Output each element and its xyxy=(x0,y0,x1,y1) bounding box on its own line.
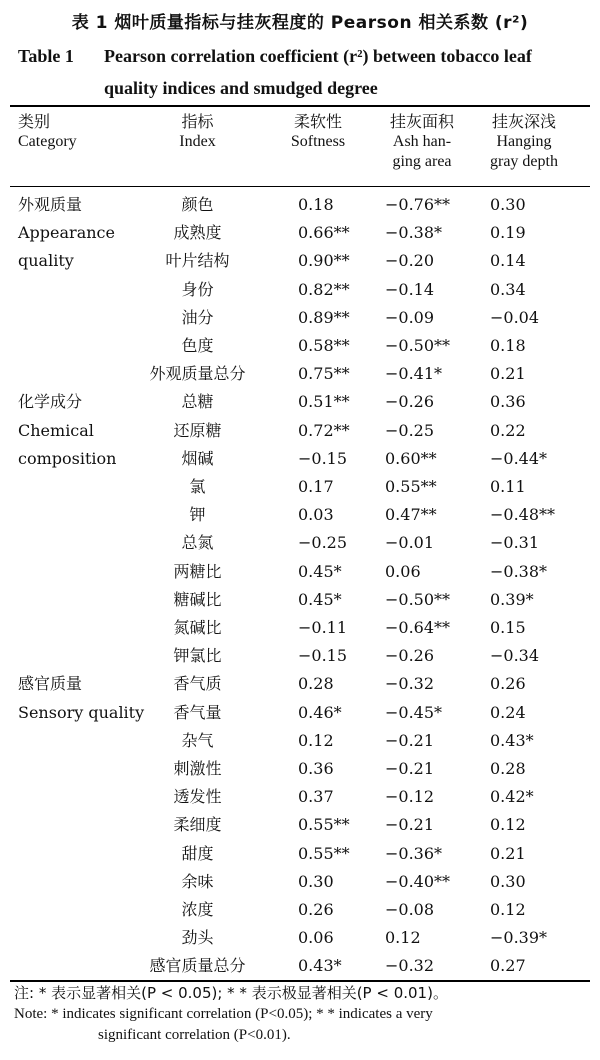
table-row xyxy=(0,445,600,473)
note-cn-text: 注: * 表示显著相关(P < 0.05); * * 表示极显著相关(P < 0.01)。 xyxy=(14,984,448,1002)
ash-area-cell: −0.50** xyxy=(385,336,451,355)
softness-cell: 0.66** xyxy=(298,223,350,243)
ash-area-cell: −0.25 xyxy=(385,420,435,440)
ash-area-cell: −0.21 xyxy=(385,815,435,835)
header-ash-area-cn: 挂灰面积 xyxy=(389,112,454,131)
ash-area-cell: −0.32 xyxy=(385,674,435,694)
index-cell: 感官质量总分 xyxy=(149,956,246,976)
table-row xyxy=(0,727,600,755)
softness-cell: −0.11 xyxy=(298,618,348,637)
header-ash-area xyxy=(372,112,472,172)
softness-cell: 0.36 xyxy=(298,759,334,778)
header-category-en: Category xyxy=(18,133,77,150)
table-row xyxy=(0,558,600,586)
table-row xyxy=(0,501,600,529)
softness-cell: 0.12 xyxy=(298,730,334,750)
index-cell: 刺激性 xyxy=(173,759,222,778)
index-cell: 还原糖 xyxy=(173,420,222,440)
ash-area-cell: 0.60** xyxy=(385,448,437,468)
index-cell: 透发性 xyxy=(173,787,222,807)
caption-line-2: quality indices and smudged degree xyxy=(104,78,378,98)
ash-area-cell: −0.36* xyxy=(385,843,443,863)
ash-area-cell: 0.06 xyxy=(385,561,421,581)
index-cell: 柔细度 xyxy=(173,815,222,835)
table-row xyxy=(0,417,600,445)
softness-cell: 0.28 xyxy=(298,674,334,694)
header-index xyxy=(160,112,235,152)
index-cell: 总氮 xyxy=(181,533,214,553)
header-softness-cn: 柔软性 xyxy=(293,112,342,131)
gray-depth-cell: 0.14 xyxy=(490,251,526,271)
ash-area-cell: 0.55** xyxy=(385,477,437,496)
index-cell: 钾氯比 xyxy=(173,646,222,666)
ash-area-cell: −0.01 xyxy=(385,533,435,553)
gray-depth-cell: −0.44* xyxy=(490,448,548,468)
index-cell: 浓度 xyxy=(181,900,214,919)
category-cell: 外观质量 xyxy=(18,195,83,214)
ash-area-cell: −0.09 xyxy=(385,307,435,327)
bottom-rule xyxy=(10,980,590,982)
table-row xyxy=(0,840,600,868)
gray-depth-cell: 0.42* xyxy=(490,787,534,807)
category-cell: quality xyxy=(18,251,74,271)
gray-depth-cell: 0.15 xyxy=(490,618,526,637)
gray-depth-cell: −0.34 xyxy=(490,646,540,666)
ash-area-cell: −0.38* xyxy=(385,223,443,243)
gray-depth-cell: 0.12 xyxy=(490,815,526,835)
gray-depth-cell: −0.38* xyxy=(490,561,548,581)
table-row xyxy=(0,755,600,783)
index-cell: 香气量 xyxy=(173,702,222,722)
header-ash-area-en2: ging area xyxy=(392,153,452,170)
caption-line-1: Pearson correlation coefficient (r²) between tobacco leaf xyxy=(104,46,532,66)
ash-area-cell: −0.21 xyxy=(385,730,435,750)
softness-cell: 0.55** xyxy=(298,843,350,863)
gray-depth-cell: 0.34 xyxy=(490,279,526,299)
table-row xyxy=(0,868,600,896)
index-cell: 杂气 xyxy=(181,730,214,750)
category-cell: Appearance xyxy=(18,223,115,243)
gray-depth-cell: −0.04 xyxy=(490,307,540,327)
header-category-cn: 类别 xyxy=(18,112,51,131)
table-row xyxy=(0,586,600,614)
index-cell: 颜色 xyxy=(181,195,214,214)
gray-depth-cell: 0.30 xyxy=(490,871,526,891)
index-cell: 香气质 xyxy=(173,674,222,694)
header-gray-depth-en1: Hanging xyxy=(496,133,552,150)
header-gray-depth-cn: 挂灰深浅 xyxy=(491,112,556,131)
header-index-cn: 指标 xyxy=(181,112,214,131)
gray-depth-cell: 0.19 xyxy=(490,223,526,243)
index-cell: 叶片结构 xyxy=(165,251,230,271)
softness-cell: 0.46* xyxy=(298,702,342,722)
header-category xyxy=(18,112,77,152)
softness-cell: 0.89** xyxy=(298,307,350,327)
ash-area-cell: −0.76** xyxy=(385,195,451,214)
table-row xyxy=(0,811,600,839)
note-en-line-2: significant correlation (P<0.01). xyxy=(98,1027,291,1043)
category-cell: Sensory quality xyxy=(18,702,145,722)
softness-cell: 0.90** xyxy=(298,251,350,271)
gray-depth-cell: 0.30 xyxy=(490,195,526,214)
softness-cell: −0.15 xyxy=(298,448,348,468)
table-row xyxy=(0,332,600,360)
softness-cell: 0.45* xyxy=(298,589,342,609)
ash-area-cell: −0.26 xyxy=(385,392,435,412)
table-row xyxy=(0,670,600,698)
gray-depth-cell: 0.28 xyxy=(490,759,526,778)
table-row xyxy=(0,529,600,557)
table-row xyxy=(0,783,600,811)
gray-depth-cell: 0.24 xyxy=(490,702,526,722)
ash-area-cell: 0.12 xyxy=(385,928,421,948)
softness-cell: 0.03 xyxy=(298,505,334,525)
table-row xyxy=(0,896,600,924)
softness-cell: 0.06 xyxy=(298,928,334,948)
header-gray-depth xyxy=(474,112,574,172)
gray-depth-cell: 0.12 xyxy=(490,900,526,919)
ash-area-cell: 0.47** xyxy=(385,505,437,525)
index-cell: 身份 xyxy=(181,279,214,299)
softness-cell: 0.72** xyxy=(298,420,350,440)
table-caption-chinese: 表 1 烟叶质量指标与挂灰程度的 Pearson 相关系数 (r²) xyxy=(71,13,529,33)
softness-cell: 0.82** xyxy=(298,279,350,299)
index-cell: 油分 xyxy=(181,307,214,327)
ash-area-cell: −0.64** xyxy=(385,618,451,637)
index-cell: 氯 xyxy=(189,477,206,496)
index-cell: 总糖 xyxy=(181,392,214,412)
ash-area-cell: −0.20 xyxy=(385,251,435,271)
gray-depth-cell: −0.39* xyxy=(490,928,548,948)
gray-depth-cell: 0.26 xyxy=(490,674,526,694)
table-row xyxy=(0,642,600,670)
softness-cell: −0.25 xyxy=(298,533,348,553)
softness-cell: 0.75** xyxy=(298,364,350,384)
table-row xyxy=(0,219,600,247)
softness-cell: 0.45* xyxy=(298,561,342,581)
table-row xyxy=(0,473,600,501)
category-cell: 化学成分 xyxy=(18,392,83,412)
softness-cell: 0.30 xyxy=(298,871,334,891)
ash-area-cell: −0.40** xyxy=(385,871,451,891)
ash-area-cell: −0.12 xyxy=(385,787,435,807)
table-row xyxy=(0,191,600,219)
category-cell: composition xyxy=(18,448,117,468)
table-row xyxy=(0,614,600,642)
category-cell: Chemical xyxy=(18,420,94,440)
softness-cell: 0.17 xyxy=(298,477,334,496)
index-cell: 氮碱比 xyxy=(173,618,222,637)
ash-area-cell: −0.41* xyxy=(385,364,443,384)
index-cell: 劲头 xyxy=(181,928,214,948)
note-chinese xyxy=(14,983,590,1005)
softness-cell: 0.51** xyxy=(298,392,350,412)
table-row xyxy=(0,924,600,952)
index-cell: 成熟度 xyxy=(173,223,222,243)
ash-area-cell: −0.45* xyxy=(385,702,443,722)
header-rule xyxy=(10,186,590,187)
softness-cell: 0.26 xyxy=(298,900,334,919)
softness-cell: 0.37 xyxy=(298,787,334,807)
table-label: Table 1 xyxy=(18,46,74,66)
gray-depth-cell: 0.11 xyxy=(490,477,526,496)
softness-cell: −0.15 xyxy=(298,646,348,666)
ash-area-cell: −0.08 xyxy=(385,900,435,919)
header-index-en: Index xyxy=(179,133,216,150)
softness-cell: 0.58** xyxy=(298,336,350,355)
table-row xyxy=(0,247,600,275)
table-row xyxy=(0,304,600,332)
softness-cell: 0.18 xyxy=(298,195,334,214)
index-cell: 糖碱比 xyxy=(173,589,222,609)
header-softness-en: Softness xyxy=(290,133,346,150)
gray-depth-cell: 0.43* xyxy=(490,730,534,750)
gray-depth-cell: 0.21 xyxy=(490,364,526,384)
gray-depth-cell: 0.36 xyxy=(490,392,526,412)
index-cell: 余味 xyxy=(181,871,214,891)
table-row xyxy=(0,276,600,304)
table-row xyxy=(0,952,600,980)
index-cell: 色度 xyxy=(181,336,214,355)
index-cell: 钾 xyxy=(189,505,206,525)
index-cell: 甜度 xyxy=(181,843,214,863)
ash-area-cell: −0.14 xyxy=(385,279,435,299)
table-row xyxy=(0,388,600,416)
gray-depth-cell: −0.31 xyxy=(490,533,540,553)
ash-area-cell: −0.21 xyxy=(385,759,435,778)
softness-cell: 0.55** xyxy=(298,815,350,835)
note-en-line-1: Note: * indicates significant correlation (P<0.05); * * indicates a very xyxy=(14,1006,433,1022)
table-row xyxy=(0,360,600,388)
category-cell: 感官质量 xyxy=(18,674,83,694)
header-softness xyxy=(278,112,358,152)
header-gray-depth-en2: gray depth xyxy=(490,153,558,170)
gray-depth-cell: −0.48** xyxy=(490,505,556,525)
gray-depth-cell: 0.22 xyxy=(490,420,526,440)
top-rule xyxy=(10,105,590,107)
ash-area-cell: −0.50** xyxy=(385,589,451,609)
ash-area-cell: −0.32 xyxy=(385,956,435,976)
gray-depth-cell: 0.18 xyxy=(490,336,526,355)
gray-depth-cell: 0.21 xyxy=(490,843,526,863)
gray-depth-cell: 0.27 xyxy=(490,956,526,976)
softness-cell: 0.43* xyxy=(298,956,342,976)
index-cell: 两糖比 xyxy=(173,561,222,581)
table-caption-english xyxy=(18,40,586,104)
ash-area-cell: −0.26 xyxy=(385,646,435,666)
note-english xyxy=(14,1004,590,1046)
header-ash-area-en1: Ash han- xyxy=(392,133,452,150)
index-cell: 外观质量总分 xyxy=(149,364,246,384)
index-cell: 烟碱 xyxy=(181,448,214,468)
table-row xyxy=(0,699,600,727)
gray-depth-cell: 0.39* xyxy=(490,589,534,609)
